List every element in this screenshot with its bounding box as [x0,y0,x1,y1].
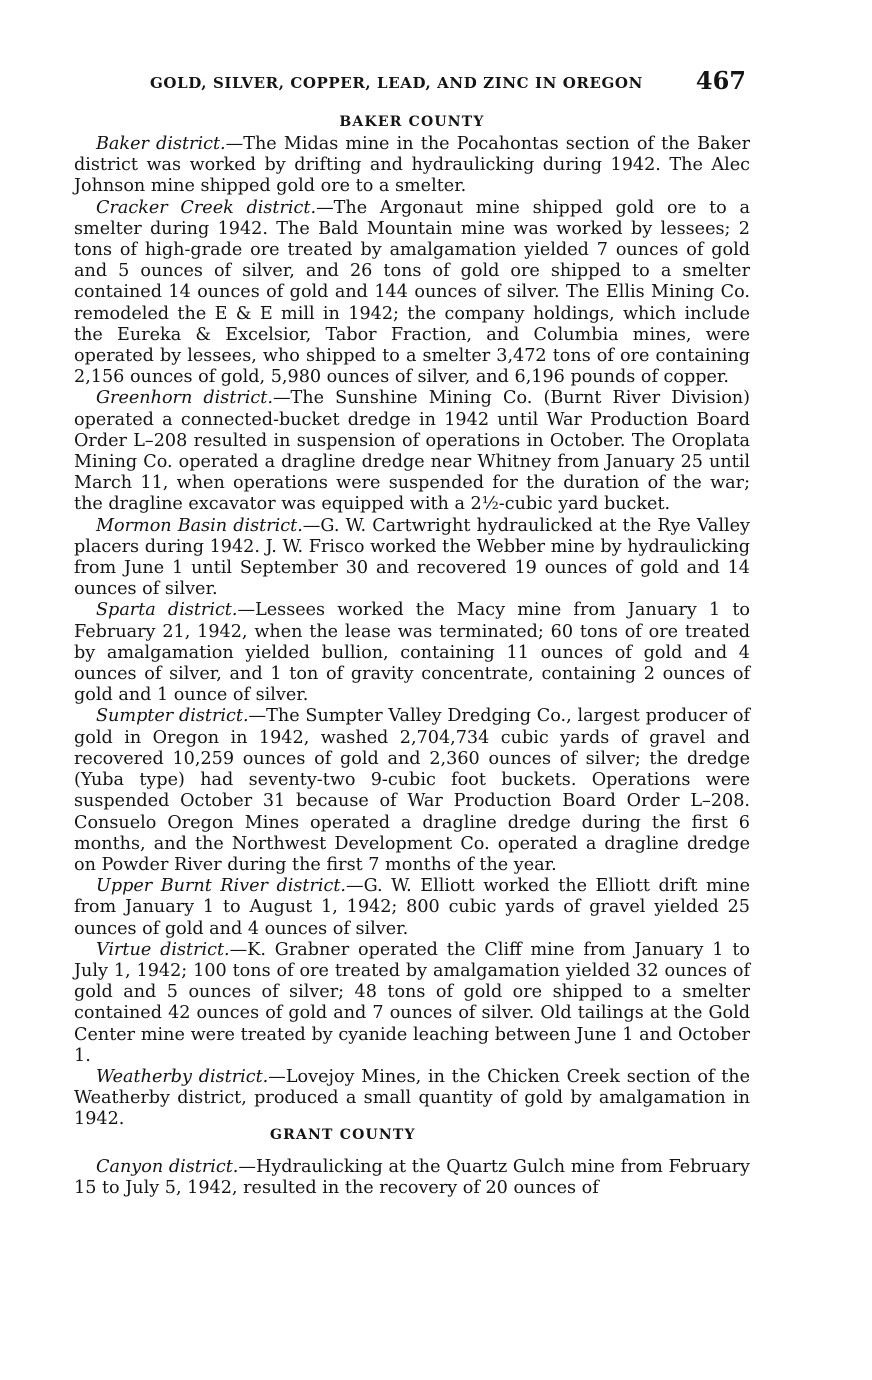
paragraph-canyon-district [74,1157,750,1199]
district-name: Cracker Creek district. [96,197,317,218]
paragraph-weatherby-district [74,1067,750,1131]
district-name: Upper Burnt River district. [96,876,347,897]
paragraph-greenhorn-district [74,388,750,515]
section-baker-county [74,114,750,1131]
district-name: Canyon district. [96,1156,239,1177]
paragraph-text: —G. W. Elliott worked the Elliott drift mine from January 1 to August 1, 1942; 800 cubic yards of gravel yielded 25 ounces of gold and 4 ounces of silver. [74,876,750,939]
section-grant-county [74,1126,750,1199]
paragraph-text: —The Sumpter Valley Dredging Co., largest producer of gold in Oregon in 1942, washed 2,704,734 cubic yards of gravel and recovered 10,259 ounces of gold and 2,360 ounces of silver; the dredge (Yuba type) had seventy-two 9-cubic foot buckets. Operations were suspended October 31 because of War Production Board Order L–208. Consuelo Oregon Mines operated a dragline dredge during the first 6 months, and the Northwest Development Co. operated a dragline dredge on Powder River during the first 7 months of the year. [74,706,750,875]
paragraph-sparta-district [74,600,750,706]
district-name: Baker district. [96,134,226,154]
paragraph-upper-burnt-river-district [74,876,750,940]
district-name: Mormon Basin district. [96,515,303,536]
district-name: Greenhorn district. [96,388,273,409]
paragraph-cracker-creek-district [74,198,750,389]
paragraph-text: —K. Grabner operated the Cliff mine from January 1 to July 1, 1942; 100 tons of ore treated by amalgamation yielded 32 ounces of gold and 5 ounces of silver; 48 tons of gold ore shipped to a smelter contained 42 ounces of gold and 7 ounces of silver. Old tailings at the Gold Center mine were treated by cyanide leaching between June 1 and October 1. [74,939,750,1066]
paragraph-sumpter-district [74,706,750,876]
running-title: GOLD, SILVER, COPPER, LEAD, AND ZINC IN OREGON [150,74,643,92]
paragraph-text: —Lovejoy Mines, in the Chicken Creek section of the Weatherby district, produced a small quantity of gold by amalgamation in 1942. [74,1066,751,1130]
paragraph-baker-district [74,134,750,198]
paragraph-text: —The Sunshine Mining Co. (Burnt River Division) operated a connected-bucket dredge in 1942 until War Production Board Order L–208 resulted in suspension of operations in October. The Oroplata Mining Co. operated a dragline dredge near Whitney from January 25 until March 11, when operations were suspended for the duration of the war; the dragline excavator was equipped with a 2½-cubic yard bucket. [74,388,751,515]
paragraph-text: —The Midas mine in the Pocahontas section of the Baker district was worked by drifting and hydraulicking during 1942. The Alec Johnson mine shipped gold ore to a smelter. [74,134,750,197]
section-heading: BAKER COUNTY [339,114,485,130]
running-header [74,62,750,106]
paragraph-text: —Hydraulicking at the Quartz Gulch mine from February 15 to July 5, 1942, resulted in the recovery of 20 ounces of [74,1156,750,1198]
district-name: Sparta district. [96,600,238,621]
paragraph-mormon-basin-district [74,516,750,601]
paragraph-text: —Lessees worked the Macy mine from January 1 to February 21, 1942, when the lease was terminated; 60 tons of ore treated by amalgamation yielded bullion, containing 11 ounces of gold and 4 ounces of silver, and 1 ton of gravity concentrate, containing 2 ounces of gold and 1 ounce of silver. [74,600,750,706]
section-heading: GRANT COUNTY [270,1126,416,1143]
district-name: Weatherby district. [96,1066,269,1087]
paragraph-text: —G. W. Cartwright hydraulicked at the Rye Valley placers during 1942. J. W. Frisco worked the Webber mine by hydraulicking from June 1 until September 30 and recovered 19 ounces of gold and 14 ounces of silver. [74,515,750,600]
document-page [74,62,750,1199]
paragraph-text: —The Argonaut mine shipped gold ore to a smelter during 1942. The Bald Mountain mine was worked by lessees; 2 tons of high-grade ore treated by amalgamation yielded 7 ounces of gold and 5 ounces of silver, and 26 tons of gold ore shipped to a smelter contained 14 ounces of gold and 144 ounces of silver. The Ellis Mining Co. remodeled the E & E mill in 1942; the company holdings, which include the Eureka & Excelsior, Tabor Fraction, and Columbia mines, were operated by lessees, who shipped to a smelter 3,472 tons of ore containing 2,156 ounces of gold, 5,980 ounces of silver, and 6,196 pounds of copper. [74,197,750,388]
paragraph-virtue-district [74,940,750,1067]
district-name: Virtue district. [96,939,230,960]
page-number: 467 [695,66,746,95]
district-name: Sumpter district. [96,706,249,727]
